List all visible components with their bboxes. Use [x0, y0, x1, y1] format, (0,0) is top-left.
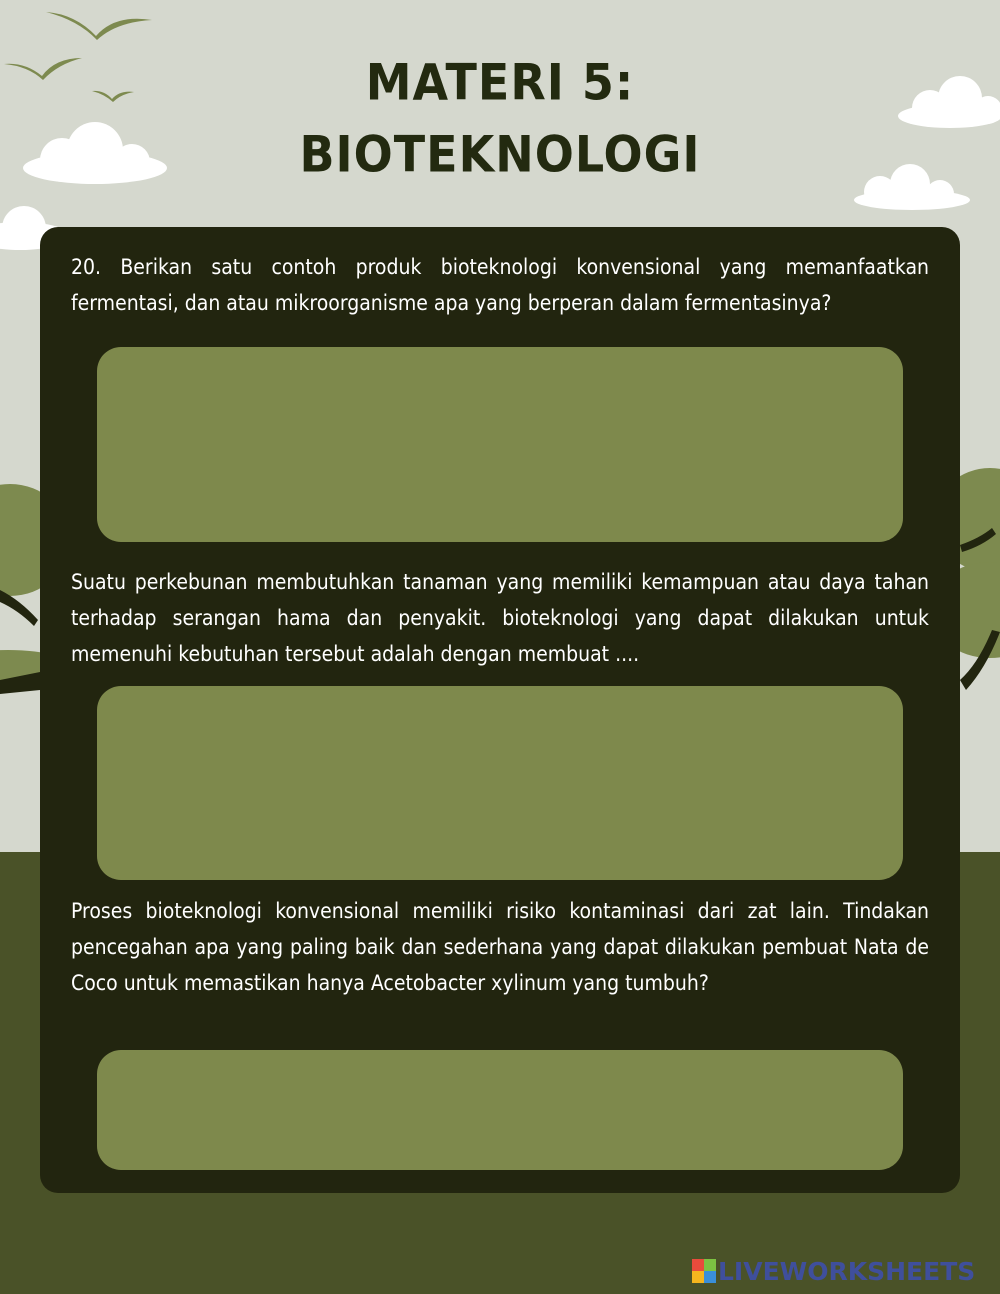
bird-icon [46, 12, 152, 40]
answer-box-1[interactable] [97, 347, 903, 542]
answer-box-2[interactable] [97, 686, 903, 880]
question-text-1: 20. Berikan satu contoh produk bioteknologi konvensional yang memanfaatkan fermentasi, dan atau mikroorganisme apa yang berperan dalam fermentasinya? [71, 255, 929, 315]
page-title-line-1: MATERI 5: [365, 52, 635, 112]
page-title-line-2: BIOTEKNOLOGI [299, 124, 701, 184]
question-text-2: Suatu perkebunan membutuhkan tanaman yang memiliki kemampuan atau daya tahan terhadap serangan hama dan penyakit. bioteknologi yang dapat dilakukan untuk memenuhi kebutuhan tersebut adalah dengan membuat .... [71, 570, 929, 666]
brand-name: LIVEWORKSHEETS [718, 1256, 976, 1286]
liveworksheets-logo-icon [692, 1259, 716, 1283]
answer-box-3[interactable] [97, 1050, 903, 1170]
liveworksheets-branding[interactable] [692, 1256, 975, 1286]
question-text-3: Proses bioteknologi konvensional memiliki risiko kontaminasi dari zat lain. Tindakan pencegahan apa yang paling baik dan sederhana yang dapat dilakukan pembuat Nata de Coco untuk memastikan hanya Acetobacter xylinum yang tumbuh? [71, 899, 929, 995]
